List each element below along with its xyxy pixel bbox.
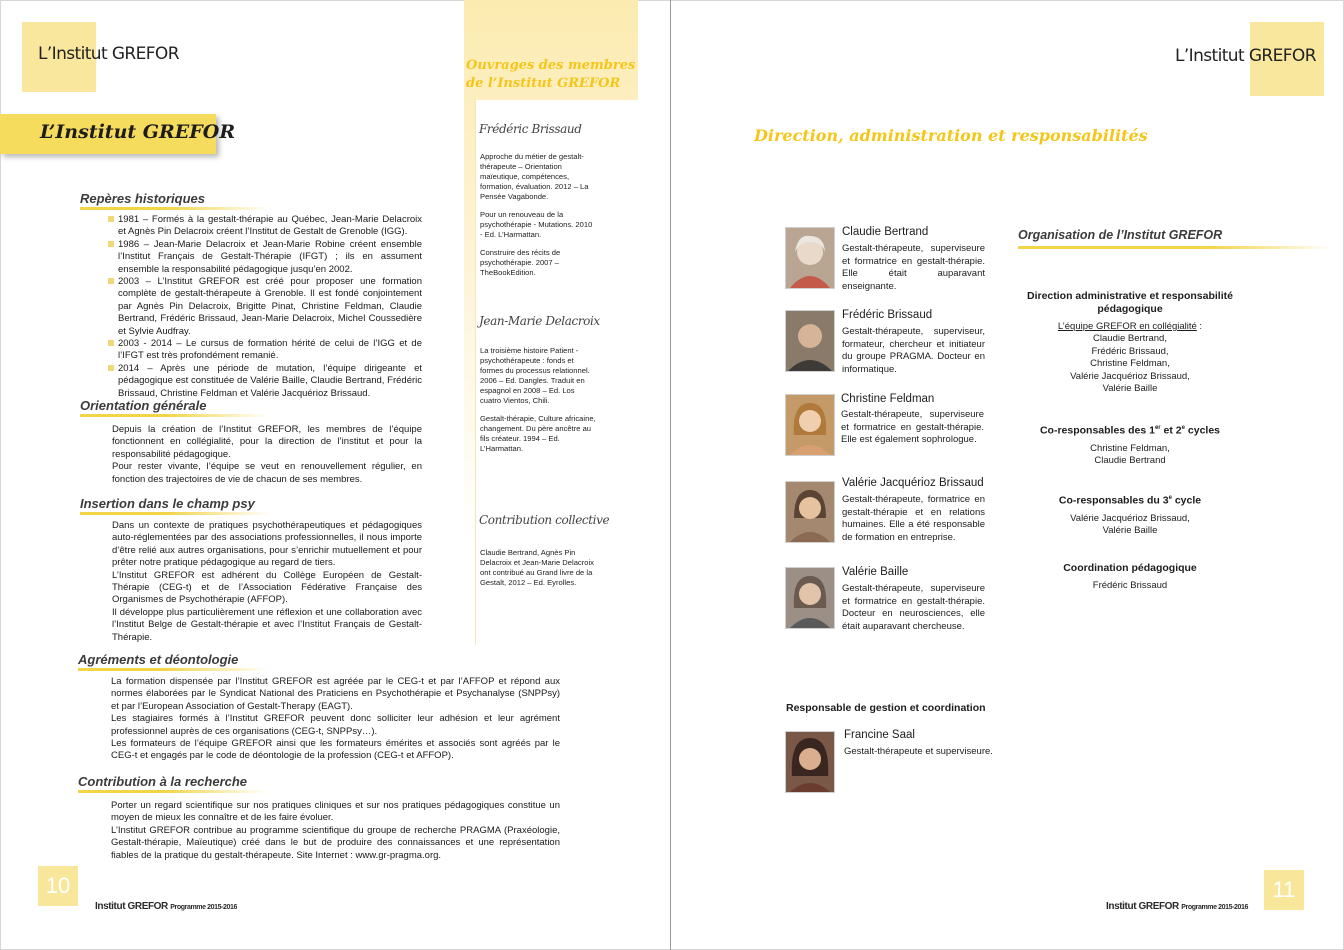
avatar-icon — [786, 311, 834, 371]
paragraph: Les formateurs de l’équipe GREFOR ainsi que les formateurs émérites et associés sont agréés par le CEG-t et engagés par le code de déontologie de la profession (CEG-t et AFFOP). — [111, 738, 560, 762]
work-item: La troisième histoire Patient - psychothérapeute : fonds et formes du processus relationnel. 2006 – Ed. Dangles. Traduit en espagnol en 2008 – Ed. Los cuatro Vientos, Chili. — [480, 346, 590, 405]
org-block-direction — [1010, 290, 1250, 395]
person-description: Gestalt-thérapeute, superviseure et formatrice en gestalt-thérapie. Elle est également sophrologue. — [841, 409, 984, 445]
org-member: Frédéric Brissaud, — [1091, 345, 1169, 357]
org-member: Frédéric Brissaud — [1092, 580, 1168, 591]
work-item: Pour un renouveau de la psychothérapie - Mutations. 2010 - Ed. L’Harmattan. — [480, 210, 593, 239]
org-block-coordination — [1010, 562, 1250, 592]
person-photo — [785, 567, 835, 629]
section-heading-reperes: Repères historiques — [80, 191, 205, 206]
avatar-icon — [786, 568, 834, 628]
org-heading: Organisation de l’Institut GREFOR — [1018, 228, 1223, 242]
avatar-icon — [786, 228, 834, 288]
work-item: Construire des récits de psychothérapie. 2007 – TheBookEdition. — [480, 248, 561, 277]
person-description: Gestalt-thérapeute, formatrice en gestalt-thérapie et en relations humaines. Elle a été responsable de formation en entreprise. — [842, 494, 985, 543]
section-underline-insertion — [80, 512, 270, 515]
person-description: Gestalt-thérapeute et superviseure. — [844, 746, 993, 757]
person-name: Claudie Bertrand — [842, 226, 929, 238]
paragraph: Les stagiaires formés à l’Institut GREFOR peuvent donc solliciter leur adhésion et leur agrément professionnel auprès de ces organisations (CEG-t, SNPPsy…). — [111, 713, 560, 737]
header-tab-right-label: L’Institut GREFOR — [1175, 46, 1316, 66]
sidebar-author-name: Jean-Marie Delacroix — [479, 314, 600, 328]
section-heading-agrements: Agréments et déontologie — [78, 652, 239, 667]
avatar-icon — [786, 482, 834, 542]
section-underline-orientation — [80, 414, 270, 417]
work-item: Gestalt-thérapie, Culture africaine, changement. Du père ancêtre au fils créateur. 1994 – Ed. L’Harmattan. — [480, 414, 596, 453]
footer-right — [1106, 901, 1248, 912]
person-description: Gestalt-thérapeute, superviseur, formateur, chercheur et initiateur du groupe PRAGMA. Docteur en informatique. — [842, 326, 985, 375]
org-block-title: Co-responsables du 3e cycle — [1058, 494, 1202, 507]
page-title-right: Direction, administration et responsabilités — [754, 126, 1148, 145]
org-block-title: Coordination pédagogique — [1063, 562, 1197, 574]
work-item: Approche du métier de gestalt-thérapeute – Orientation maïeutique, compétences, formation, évaluation. 2012 – La Pensée Vagabonde. — [480, 152, 589, 201]
org-member: Christine Feldman, — [1090, 442, 1170, 454]
paragraph: La formation dispensée par l’Institut GREFOR est agréée par le CEG-t et par l’AFFOP et répond aux normes élaborées par le Syndicat National des Praticiens en Psychothérapie et Psychanalyse (SNPPsy) et par l’European Association of Gestalt-Therapy (EAGT). — [111, 676, 560, 712]
person-photo — [785, 227, 835, 289]
sidebar-works-list — [480, 548, 596, 596]
page-number-box-left — [38, 866, 78, 906]
section-heading-insertion: Insertion dans le champ psy — [80, 496, 255, 511]
bullet-square-icon — [108, 216, 114, 222]
reperes-bullet: 2003 – L’Institut GREFOR est créé pour proposer une formation complète de gestalt-thérapeute à Grenoble. Il est fondé conjointement par Agnès Pin Delacroix, Brigitte Pinat, Christine Feldman, Claudie Bertrand, Frédéric Brissaud, Jean-Marie Delacroix, Michel Coussedière et Sylvie Audfray. — [108, 276, 422, 338]
paragraph: L’Institut GREFOR est adhérent du Collège Européen de Gestalt-Thérapie (CEG-t) et de l’Association Fédérative Française des Organismes de Psychothérapie (AFFOP). — [112, 569, 422, 606]
section-heading-orientation: Orientation générale — [80, 398, 207, 413]
bullet-square-icon — [108, 241, 114, 247]
org-member: Valérie Jacquériоz Brissaud, — [1070, 512, 1190, 524]
section-underline-agrements — [78, 668, 268, 671]
person-photo — [785, 394, 835, 456]
orientation-text — [112, 424, 422, 486]
org-member: Valérie Baille — [1102, 383, 1158, 395]
footer-subtitle: Programme 2015-2016 — [1181, 904, 1249, 911]
footer-title: Institut GREFOR — [1106, 901, 1179, 912]
section-underline-recherche — [78, 790, 268, 793]
recherche-text — [111, 800, 560, 862]
paragraph: Dans un contexte de pratiques psychothérapeutiques et pédagogiques auto-réglementées par des associations professionnelles, il nous importe d’être relié aux autres organisations, pour s’enrichir mutuellement et pour prêter notre pratique pédagogique au regard de tiers. — [112, 520, 422, 569]
bullet-square-icon — [108, 278, 114, 284]
paragraph: L’Institut GREFOR contribue au programme scientifique du groupe de recherche PRAGMA (Praxéologie, Gestalt-thérapie, Maïeutique) créé dans le but de produire des connaissances et une représentation fiables de la pratique du gestalt-thérapeute. Site Internet : www.gr-pragma.org. — [111, 824, 560, 861]
work-item: Claudie Bertrand, Agnès Pin Delacroix et Jean-Marie Delacroix ont contribué au Grand livre de la Gestalt, 2012 – Ed. Eyrolles. — [480, 548, 594, 587]
section-heading-recherche: Contribution à la recherche — [78, 774, 248, 789]
paragraph: Il développe plus particulièrement une réflexion et une collaboration avec l’Institut Belge de Gestalt-thérapie et avec l’Institut Français de Gestalt-Thérapie. — [112, 606, 422, 643]
page-divider — [670, 0, 671, 950]
avatar-icon — [786, 395, 834, 455]
org-member: Claudie Bertrand — [1094, 454, 1166, 466]
reperes-bullet: 1981 – Formés à la gestalt-thérapie au Québec, Jean-Marie Delacroix et Agnès Pin Delacroix créent l’Institut de Gestalt de Grenoble (IGG). — [108, 214, 422, 239]
org-heading-underline — [1018, 246, 1334, 249]
paragraph: Pour rester vivante, l’équipe se veut en renouvellement régulier, en fonction des trajectoires de vie de chacun de ses membres. — [112, 461, 422, 485]
sidebar-heading: Ouvrages des membres de l’Institut GREFOR — [466, 58, 636, 91]
org-block-title: Co-responsables des 1er et 2e cycles — [1039, 424, 1221, 437]
person-name: Christine Feldman — [841, 393, 935, 405]
bullet-square-icon — [108, 340, 114, 346]
reperes-bullet-list — [108, 214, 422, 400]
person-name: Valérie Baille — [842, 566, 909, 578]
bullet-square-icon — [108, 365, 114, 371]
paragraph: Porter un regard scientifique sur nos pratiques cliniques et sur nos pratiques pédagogiques constitue un moyen de mieux les connaître et de les faire évoluer. — [111, 800, 560, 824]
reperes-bullet: 2003 - 2014 – Le cursus de formation hérité de celui de l’IGG et de l’IFGT est très profondément remanié. — [108, 338, 422, 363]
org-member: Valérie Jacquériоz Brissaud, — [1070, 370, 1190, 382]
org-member: Christine Feldman, — [1090, 358, 1170, 370]
person-description: Gestalt-thérapeute, superviseure et formatrice en gestalt-thérapie. Elle était auparavant enseignante. — [842, 243, 985, 292]
page-number-left: 10 — [45, 873, 71, 898]
reperes-bullet: 1986 – Jean-Marie Delacroix et Jean-Marie Robine créent ensemble l’Institut Français de Gestalt-Thérapie (IFGT) ; ils en assument ensemble la responsabilité pédagogique jusqu’en 2002. — [108, 239, 422, 276]
responsable-heading: Responsable de gestion et coordination — [786, 702, 986, 714]
sidebar-author-name: Contribution collective — [479, 513, 610, 527]
page-number-box-right — [1264, 870, 1304, 910]
page-title-left: L’Institut GREFOR — [40, 121, 236, 143]
org-block-cycle3 — [1010, 492, 1250, 537]
footer-title: Institut GREFOR — [95, 901, 168, 912]
reperes-bullet: 2014 – Après une période de mutation, l’équipe dirigeante et pédagogique est constituée de Valérie Baille, Claudie Bertrand, Frédéric Brissaud, Christine Feldman et Valérie Jacquériоz Brissaud. — [108, 363, 422, 400]
org-member: Claudie Bertrand, — [1093, 333, 1167, 345]
person-photo — [785, 731, 835, 793]
sidebar-author-name: Frédéric Brissaud — [479, 122, 582, 136]
person-name: Francine Saal — [844, 729, 915, 741]
section-underline-reperes — [80, 207, 270, 210]
person-photo — [785, 310, 835, 372]
person-photo — [785, 481, 835, 543]
person-name: Valérie Jacquériоz Brissaud — [842, 477, 984, 489]
org-member: Valérie Baille — [1102, 524, 1158, 536]
page-number-right: 11 — [1272, 877, 1296, 902]
person-name: Frédéric Brissaud — [842, 309, 933, 321]
header-tab-left-label: L’Institut GREFOR — [38, 44, 179, 64]
org-block-cycles12 — [1010, 422, 1250, 467]
footer-left — [95, 901, 237, 912]
person-description: Gestalt-thérapeute, superviseure et formatrice en gestalt-thérapie. Docteur en neurosciences, elle était auparavant chercheuse. — [842, 583, 985, 632]
footer-subtitle: Programme 2015-2016 — [170, 904, 238, 911]
org-block-subtitle: L’équipe GREFOR en collégialité : — [1057, 321, 1203, 332]
agrements-text — [111, 676, 560, 763]
sidebar-works-list — [480, 152, 596, 286]
sidebar-works-list — [480, 346, 596, 462]
insertion-text — [112, 520, 422, 644]
paragraph: Depuis la création de l’Institut GREFOR, les membres de l’équipe fonctionnent en collégialité, pour la direction de l’institut et pour la responsabilité pédagogique. — [112, 424, 422, 460]
avatar-icon — [786, 732, 834, 792]
org-block-title: Direction administrative et responsabilité pédagogique — [1027, 290, 1233, 315]
